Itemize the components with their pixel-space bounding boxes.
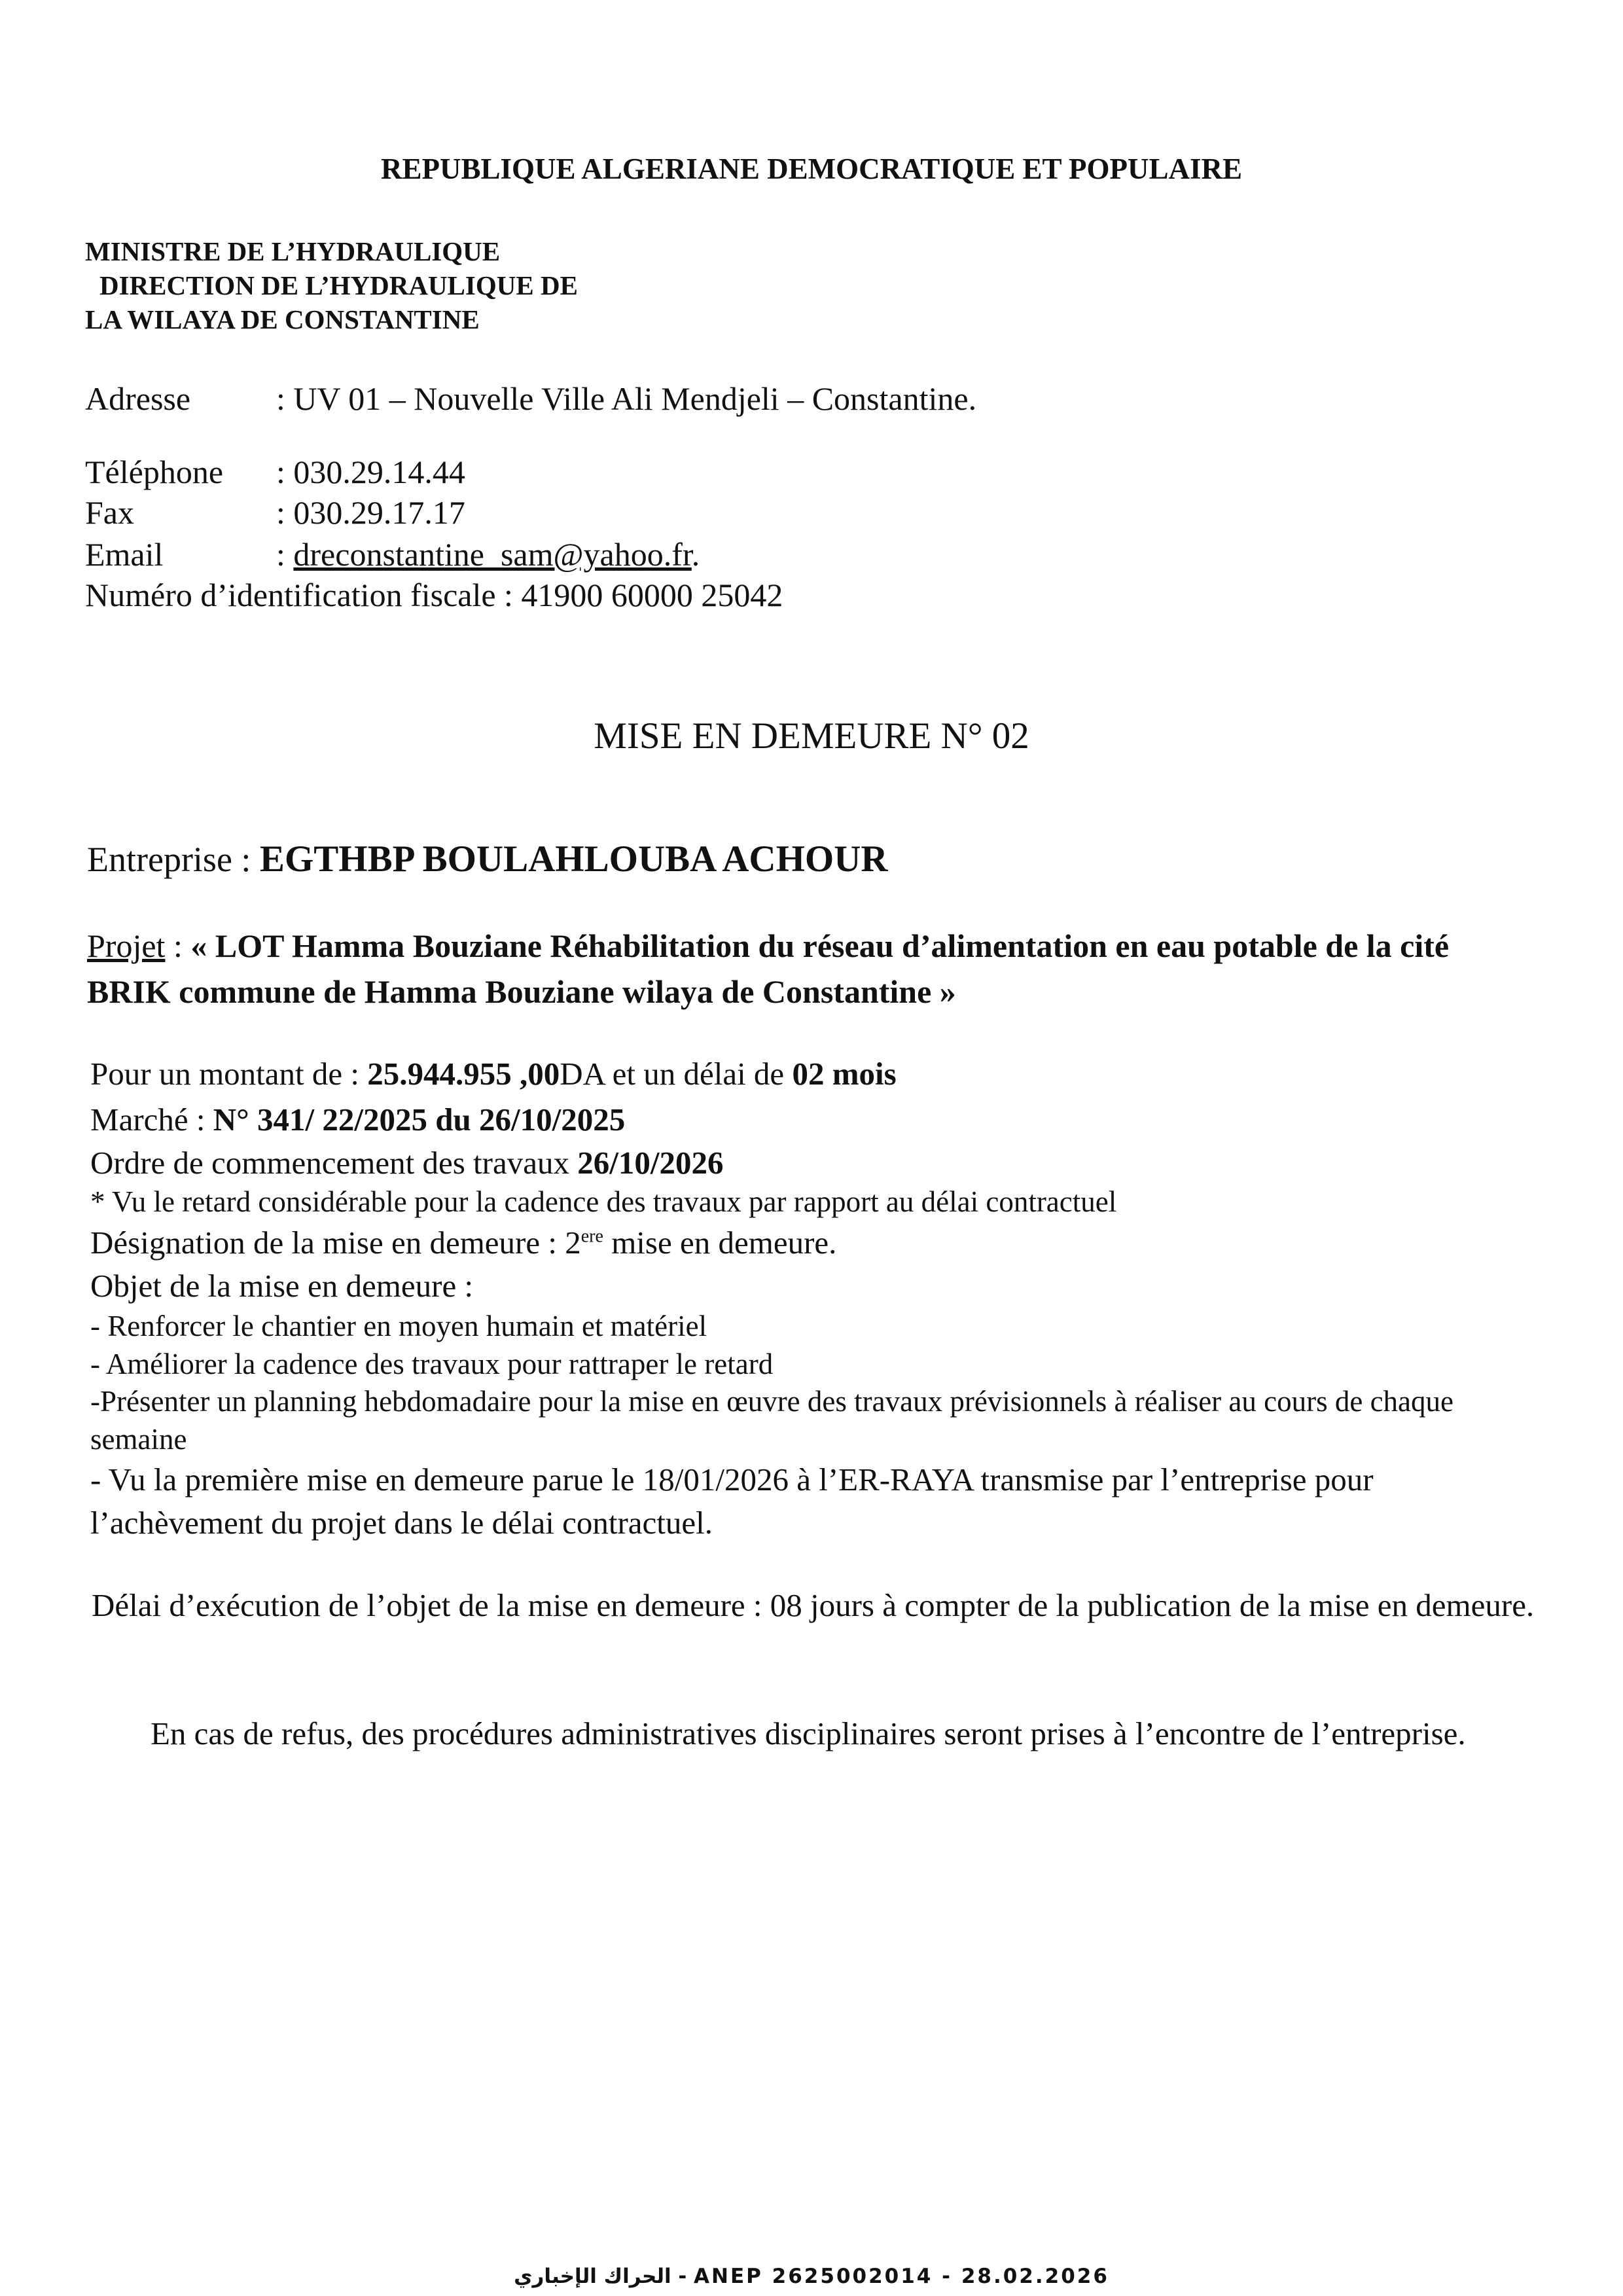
entreprise-label: Entreprise :: [87, 840, 251, 879]
delai-execution-para: Délai d’exécution de l’objet de la mise en demeure : 08 jours à compter de la publication de la mise en demeure.: [92, 1587, 1535, 1623]
email-row: [85, 535, 700, 573]
entreprise-row: [87, 838, 888, 880]
refus-para: En cas de refus, des procédures administratives disciplinaires seront prises à l’encontre de l’entreprise.: [151, 1715, 1466, 1751]
montant-prefix: Pour un montant de :: [90, 1056, 368, 1092]
wilaya-line: LA WILAYA DE CONSTANTINE: [85, 304, 480, 334]
ordre-prefix: Ordre de commencement des travaux: [90, 1145, 578, 1181]
nif-row: Numéro d’identification fiscale : 41900 60000 25042: [85, 577, 783, 613]
projet-colon: :: [165, 927, 191, 964]
delai-value: 02 mois: [792, 1056, 897, 1092]
retard-row: * Vu le retard considérable pour la cadence des travaux par rapport au délai contractuel: [90, 1185, 1117, 1218]
marche-value: N° 341/ 22/2025 du 26/10/2025: [213, 1102, 626, 1138]
objet-item: - Renforcer le chantier en moyen humain et matériel: [90, 1310, 707, 1342]
objet-item: - Améliorer la cadence des travaux pour rattraper le retard: [90, 1348, 774, 1380]
email-prefix: :: [276, 536, 294, 573]
designation-prefix: Désignation de la mise en demeure : 2: [90, 1225, 581, 1261]
marche-prefix: Marché :: [90, 1102, 213, 1138]
address-value: : UV 01 – Nouvelle Ville Ali Mendjeli – Constantine.: [276, 380, 977, 417]
phone-value: : 030.29.14.44: [276, 454, 465, 490]
montant-currency: DA et un délai de: [560, 1056, 793, 1092]
notice-title: MISE EN DEMEURE N° 02: [594, 715, 1029, 757]
fax-label: Fax: [85, 494, 134, 531]
ordre-row: [90, 1144, 723, 1181]
designation-row: [90, 1224, 836, 1261]
ministry-line: MINISTRE DE L’HYDRAULIQUE: [85, 236, 501, 266]
marche-row: [90, 1101, 625, 1138]
email-suffix: .: [691, 536, 700, 573]
address-label: Adresse: [85, 380, 191, 417]
montant-value: 25.944.955 ,00: [367, 1056, 560, 1092]
projet-label: Projet: [87, 927, 166, 964]
direction-line: DIRECTION DE L’HYDRAULIQUE DE: [99, 270, 578, 300]
fax-row: [85, 493, 465, 531]
republic-heading: REPUBLIQUE ALGERIANE DEMOCRATIQUE ET POPULAIRE: [380, 152, 1243, 185]
objet-item: -Présenter un planning hebdomadaire pour la mise en œuvre des travaux prévisionnels à réaliser au cours de chaque semaine: [90, 1385, 1454, 1456]
entreprise-name: EGTHBP BOULAHLOUBA ACHOUR: [259, 838, 888, 880]
phone-label: Téléphone: [85, 454, 224, 490]
designation-sup: ere: [580, 1226, 603, 1247]
ministry-block: [85, 234, 578, 336]
address-row: [85, 380, 976, 418]
email-link[interactable]: dreconstantine_sam@yahoo.fr: [293, 536, 692, 573]
objet-item: - Vu la première mise en demeure parue le 18/01/2026 à l’ER-RAYA transmise par l’entreprise pour l’achèvement du projet dans le délai contractuel.: [90, 1462, 1374, 1541]
designation-suffix: mise en demeure.: [603, 1225, 837, 1261]
projet-block: [87, 923, 1540, 1014]
email-label: Email: [85, 536, 164, 573]
footer-stamp: الحراك الإخباري - ANEP 2625002014 - 28.02.2026: [514, 2265, 1109, 2288]
fax-value: : 030.29.17.17: [276, 494, 465, 531]
objet-label: Objet de la mise en demeure :: [90, 1268, 474, 1304]
projet-text: « LOT Hamma Bouziane Réhabilitation du réseau d’alimentation en eau potable de la cité BRIK commune de Hamma Bouziane wilaya de Constantine »: [87, 927, 1450, 1010]
phone-row: [85, 453, 465, 491]
ordre-value: 26/10/2026: [577, 1145, 724, 1181]
montant-row: [90, 1055, 897, 1092]
